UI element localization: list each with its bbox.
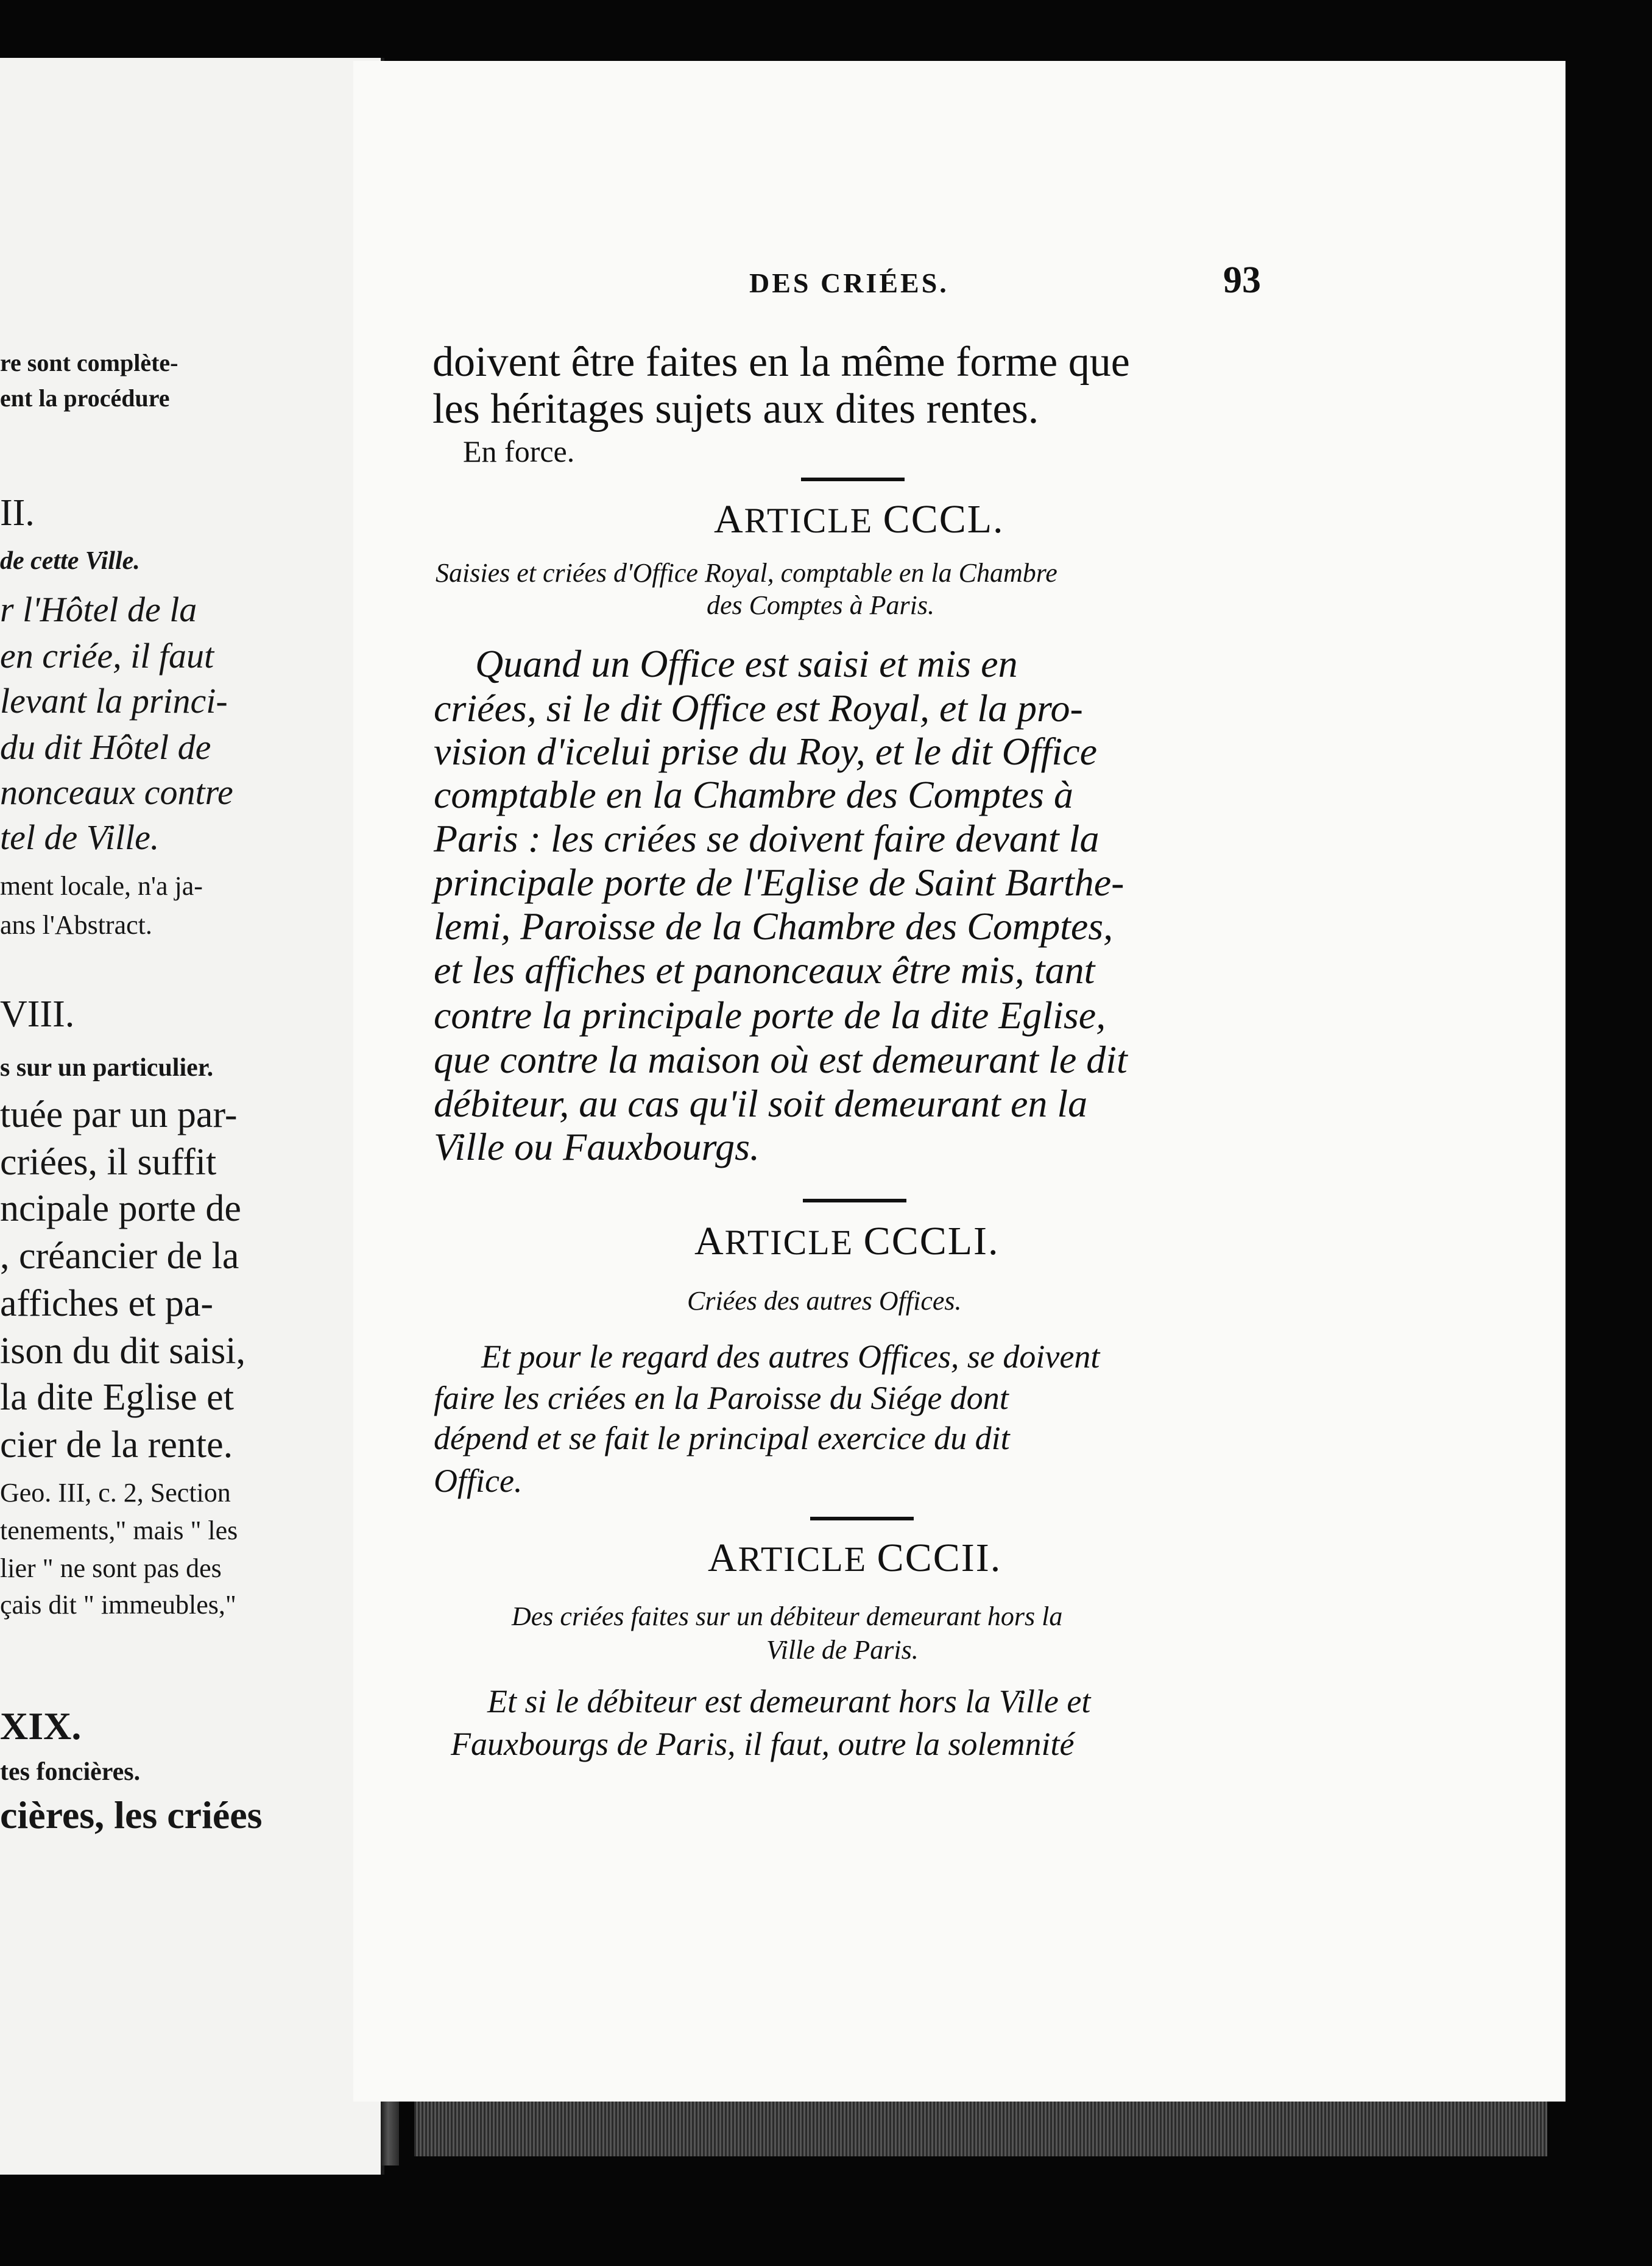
left-page-line: tenements," mais " les bbox=[0, 1516, 238, 1545]
left-page-line: ent la procédure bbox=[0, 384, 170, 412]
left-page-line: r l'Hôtel de la bbox=[0, 590, 197, 629]
article-text-line: dépend et se fait le principal exercice du dit bbox=[434, 1420, 1010, 1456]
left-page-line: nonceaux contre bbox=[0, 772, 233, 812]
left-page-line: affiches et pa- bbox=[0, 1283, 213, 1324]
article-caption: Ville de Paris. bbox=[766, 1635, 919, 1665]
article-text-line: criées, si le dit Office est Royal, et la pro- bbox=[434, 687, 1083, 730]
body-line: doivent être faites en la même forme que bbox=[432, 339, 1130, 386]
left-facing-page bbox=[0, 58, 384, 2175]
left-page-line: cier de la rente. bbox=[0, 1424, 233, 1466]
left-page-line: lier " ne sont pas des bbox=[0, 1553, 222, 1583]
article-text-line: comptable en la Chambre des Comptes à bbox=[434, 773, 1073, 816]
section-rule bbox=[810, 1517, 914, 1520]
article-heading: ARTICLE CCCII. bbox=[708, 1536, 1002, 1580]
left-page-line: en criée, il faut bbox=[0, 636, 214, 676]
left-page-line: Geo. III, c. 2, Section bbox=[0, 1478, 231, 1508]
left-page-line: levant la princi- bbox=[0, 681, 228, 721]
article-heading: ARTICLE CCCL. bbox=[714, 497, 1004, 542]
article-text-line: Fauxbourgs de Paris, il faut, outre la solemnité bbox=[451, 1726, 1075, 1762]
article-text-line: Ville ou Fauxbourgs. bbox=[434, 1125, 760, 1168]
left-page-line: cières, les criées bbox=[0, 1793, 263, 1837]
article-text-line: contre la principale porte de la dite Eglise, bbox=[434, 994, 1106, 1037]
article-text-line: Et si le débiteur est demeurant hors la Ville et bbox=[487, 1683, 1091, 1720]
section-rule bbox=[801, 478, 905, 481]
page-number: 93 bbox=[1223, 259, 1261, 301]
left-page-line: , créancier de la bbox=[0, 1235, 239, 1277]
left-page-line: ans l'Abstract. bbox=[0, 910, 152, 940]
left-page-line: VIII. bbox=[0, 994, 75, 1035]
left-page-line: criées, il suffit bbox=[0, 1142, 217, 1183]
article-text-line: et les affiches et panonceaux être mis, tant bbox=[434, 948, 1095, 992]
body-line: les héritages sujets aux dites rentes. bbox=[432, 386, 1039, 432]
running-header: DES CRIÉES. bbox=[749, 267, 949, 298]
article-text-line: principale porte de l'Eglise de Saint Barthe- bbox=[434, 861, 1124, 904]
left-page-line: ment locale, n'a ja- bbox=[0, 871, 203, 901]
left-page-line: XIX. bbox=[0, 1704, 82, 1748]
left-page-line: la dite Eglise et bbox=[0, 1377, 234, 1418]
article-text-line: faire les criées en la Paroisse du Siége dont bbox=[434, 1380, 1009, 1416]
article-caption: Des criées faites sur un débiteur demeurant hors la bbox=[512, 1601, 1063, 1631]
left-page-line: II. bbox=[0, 492, 35, 534]
left-page-line: çais dit " immeubles," bbox=[0, 1590, 236, 1620]
article-text-line: vision d'icelui prise du Roy, et le dit Office bbox=[434, 730, 1097, 773]
article-text-line: débiteur, au cas qu'il soit demeurant en la bbox=[434, 1082, 1088, 1125]
page-edge bbox=[414, 2102, 1547, 2156]
article-text-line: Quand un Office est saisi et mis en bbox=[475, 642, 1018, 685]
left-page-line: tes foncières. bbox=[0, 1758, 141, 1786]
left-page-line: re sont complète- bbox=[0, 349, 178, 376]
left-page-line: de cette Ville. bbox=[0, 547, 140, 575]
article-text-line: lemi, Paroisse de la Chambre des Comptes, bbox=[434, 905, 1114, 948]
article-caption: Saisies et criées d'Office Royal, comptable en la Chambre bbox=[436, 558, 1057, 588]
left-page-line: s sur un particulier. bbox=[0, 1054, 214, 1082]
section-rule bbox=[803, 1199, 906, 1202]
article-caption: Criées des autres Offices. bbox=[687, 1286, 962, 1316]
left-page-line: tuée par un par- bbox=[0, 1094, 238, 1135]
article-caption: des Comptes à Paris. bbox=[707, 590, 934, 620]
left-page-line: ncipale porte de bbox=[0, 1188, 241, 1229]
left-page-line: du dit Hôtel de bbox=[0, 727, 211, 767]
left-page-line: tel de Ville. bbox=[0, 817, 160, 857]
status-note: En force. bbox=[463, 434, 575, 468]
article-text-line: Et pour le regard des autres Offices, se doivent bbox=[481, 1338, 1100, 1375]
left-page-line: ison du dit saisi, bbox=[0, 1330, 246, 1372]
article-text-line: Paris : les criées se doivent faire devant la bbox=[434, 817, 1100, 860]
article-text-line: Office. bbox=[434, 1463, 523, 1499]
article-text-line: que contre la maison où est demeurant le dit bbox=[434, 1038, 1128, 1081]
article-heading: ARTICLE CCCLI. bbox=[694, 1219, 1000, 1263]
